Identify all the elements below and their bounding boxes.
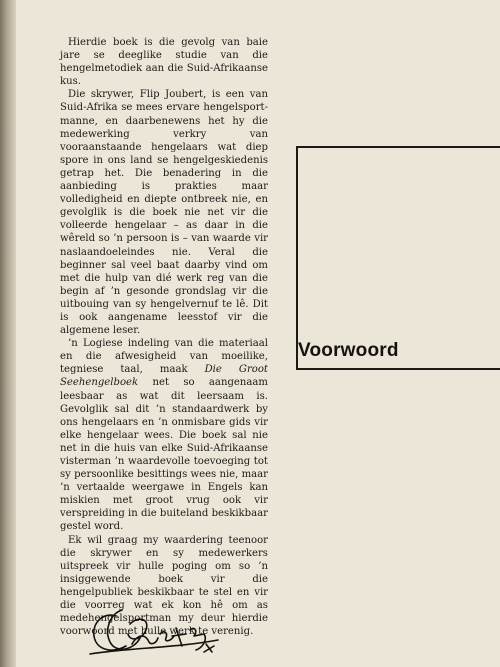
foreword-text bbox=[60, 36, 268, 638]
handwritten-signature bbox=[86, 604, 236, 662]
paragraph-intro: Hierdie boek is die gevolg van baie jare se deeglike studie van die hengelmetodiek aan die Suid-Afrikaanse kus. bbox=[60, 37, 268, 88]
paragraph-structure-end: net so aangenaam leesbaar as wat dit leersaam is. Gevolglik sal dit ’n standaardwerk by ons hengelaars en ’n onmisbare gids vir elke hengelaar wees. Die boek sal nie net in die huis van elke Suid-Afrikaanse visterman ’n waardevolle toevoeging tot sy persoonlike besittings wees nie, maar ’n vertaalde weergawe in Engels kan miskien met groot vrug ook vir verspreiding in die buiteland beskikbaar gestel word. bbox=[60, 377, 269, 533]
page-title: Voorwoord bbox=[298, 340, 399, 361]
book-gutter-shadow bbox=[0, 0, 16, 667]
paragraph-thanks: Ek wil graag my waardering teenoor die skrywer en sy medewerkers uitspreek vir hulle poging om so ’n insiggewende boek vir die hengelpubliek beskikbaar te stel en vir die voorreg wat ek kon hê om as medehengelsportman my deur hierdie voorwoord met hulle werk te verenig. bbox=[60, 534, 268, 638]
heading-frame bbox=[296, 146, 500, 370]
book-title: Die Groot Seehengelboek bbox=[60, 364, 268, 389]
paragraph-structure-start: ’n Logiese indeling van die materiaal en die afwesigheid van moeilike, tegniese taal, maak bbox=[60, 338, 268, 376]
paragraph-structure bbox=[60, 337, 268, 533]
paragraph-author: Die skrywer, Flip Joubert, is een van Suid-Afrika se mees ervare hengelsport-manne, en daarbenewens het hy die medewerking verkry van vooraanstaande hengelaars wat diep spore in ons land se hengelgeskiedenis getrap het. Die benadering in die aanbieding is prakties maar volledigheid en diepte ontbreek nie, en gevolglik is die boek nie net vir die volleerde hengelaar – as daar in die wêreld so ’n persoon is – van waarde vir naslaandoeleindes nie. Veral die beginner sal veel baat daarby vind om met die hulp van dié werk reg van die begin af ’n gesonde grondslag vir die uitbouing van sy hengelvernuf te lê. Dit is ook aangename leesstof vir die algemene leser. bbox=[60, 89, 268, 337]
